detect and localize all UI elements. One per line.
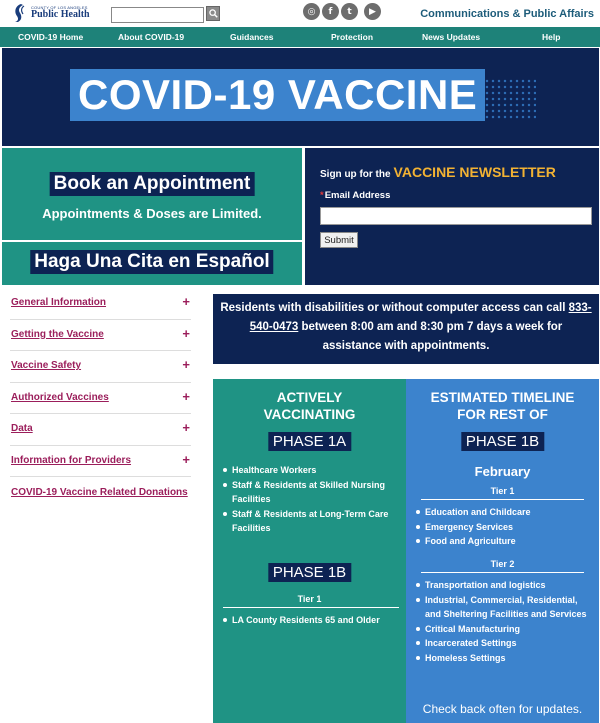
facebook-icon[interactable]: f: [322, 3, 339, 20]
logo-big-text: Public Health: [31, 9, 90, 20]
newsletter-heading: [320, 164, 556, 180]
phase-1a-label: PHASE 1A: [268, 432, 351, 451]
tier-divider: [223, 607, 399, 608]
donations-link[interactable]: COVID-19 Vaccine Related Donations: [11, 487, 188, 498]
hero-banner: [2, 48, 599, 146]
nav-protection[interactable]: Protection: [331, 32, 374, 42]
sidebar-item-providers[interactable]: [10, 446, 191, 478]
sidebar-item-label[interactable]: Information for Providers: [11, 454, 132, 466]
sidebar-item-data[interactable]: [10, 414, 191, 446]
check-back-note: Check back often for updates.: [422, 702, 583, 716]
email-label: [320, 190, 390, 201]
sidebar-item-getting-vaccine[interactable]: [10, 320, 191, 352]
sidebar-item-authorized-vaccines[interactable]: [10, 383, 191, 415]
sidebar-item-vaccine-safety[interactable]: [10, 351, 191, 383]
tier-2-label: Tier 2: [490, 559, 515, 569]
nav-guidances[interactable]: Guidances: [230, 32, 274, 42]
phone-link[interactable]: 833-540-0473: [249, 302, 592, 333]
nav-news-updates[interactable]: News Updates: [422, 32, 481, 42]
accessibility-notice: [213, 294, 599, 364]
youtube-icon[interactable]: ▶: [364, 3, 381, 20]
nav-covid-home[interactable]: COVID-19 Home: [18, 32, 84, 42]
notice-text-after: between 8:00 am and 8:30 pm 7 days a week for assistance with appointments.: [298, 321, 563, 352]
list-item: Healthcare Workers: [221, 463, 401, 478]
sidebar-menu: [10, 288, 191, 477]
list-item: Industrial, Commercial, Residential, and Sheltering Facilities and Services: [414, 593, 594, 622]
tier-2-list: [414, 578, 594, 665]
tier-divider: [421, 499, 584, 500]
expand-plus-icon[interactable]: +: [182, 294, 190, 309]
list-item: Incarcerated Settings: [414, 636, 594, 651]
list-item: Staff & Residents at Long-Term Care Facilities: [221, 507, 401, 536]
newsletter-prefix: Sign up for the: [320, 169, 391, 180]
county-seal-icon: [12, 3, 28, 23]
list-item: LA County Residents 65 and Older: [221, 613, 401, 628]
sidebar-item-label[interactable]: Data: [11, 423, 33, 434]
communications-link[interactable]: Communications & Public Affairs: [420, 8, 594, 20]
spanish-appointment-panel[interactable]: [2, 242, 302, 285]
tier-1-label: Tier 1: [490, 486, 515, 496]
phase-1a-list: [221, 463, 401, 536]
expand-plus-icon[interactable]: +: [182, 388, 190, 404]
book-appointment-panel[interactable]: [2, 148, 302, 240]
tier-divider: [421, 572, 584, 573]
expand-plus-icon[interactable]: +: [182, 357, 190, 372]
sidebar-item-label[interactable]: Getting the Vaccine: [11, 328, 104, 340]
actively-vaccinating-column: [213, 379, 406, 723]
public-health-logo[interactable]: [12, 2, 94, 24]
newsletter-signup: [305, 148, 599, 285]
list-item: Critical Manufacturing: [414, 622, 594, 637]
nav-about-covid[interactable]: About COVID-19: [118, 32, 185, 42]
hero-title: COVID-19 VACCINE: [70, 69, 485, 121]
notice-text-before: Residents with disabilities or without computer access can call: [220, 302, 569, 314]
phase-1b-label: PHASE 1B: [268, 563, 351, 582]
list-item: Homeless Settings: [414, 651, 594, 666]
list-item: Emergency Services: [414, 520, 594, 535]
twitter-icon[interactable]: t: [341, 3, 358, 20]
book-appointment-title[interactable]: Book an Appointment: [50, 172, 255, 196]
nav-help[interactable]: Help: [542, 32, 561, 42]
search-button[interactable]: [206, 6, 220, 21]
email-label-text: Email Address: [324, 190, 391, 201]
sidebar-item-label[interactable]: Authorized Vaccines: [11, 391, 109, 403]
estimated-timeline-column: [406, 379, 599, 723]
search-icon: [209, 9, 218, 18]
phase-1b-label: PHASE 1B: [461, 432, 544, 451]
expand-plus-icon[interactable]: +: [182, 420, 190, 435]
top-bar: [0, 0, 600, 27]
tier-1-label: Tier 1: [297, 594, 322, 604]
tier-1-list: [414, 505, 594, 549]
sidebar-item-label[interactable]: General Information: [11, 297, 107, 308]
column-title-line1: ACTIVELY: [276, 390, 343, 405]
list-item: Transportation and logistics: [414, 578, 594, 593]
column-title-line2: FOR REST OF: [457, 407, 548, 422]
appointment-limited-note: Appointments & Doses are Limited.: [42, 206, 262, 221]
instagram-icon[interactable]: ◎: [303, 3, 320, 20]
newsletter-accent: VACCINE NEWSLETTER: [393, 164, 556, 180]
logo-small-text: COUNTY OF LOS ANGELES: [31, 5, 88, 10]
search-input[interactable]: [111, 7, 204, 23]
required-marker: *: [320, 190, 324, 201]
expand-plus-icon[interactable]: +: [182, 325, 190, 341]
spanish-appointment-title[interactable]: Haga Una Cita en Español: [30, 250, 273, 274]
sidebar-item-label[interactable]: Vaccine Safety: [11, 360, 82, 371]
email-field[interactable]: [320, 207, 592, 225]
phase-1b-list: [221, 613, 401, 628]
expand-plus-icon[interactable]: +: [182, 451, 190, 467]
column-title-line1: ESTIMATED TIMELINE: [430, 390, 575, 405]
list-item: Food and Agriculture: [414, 534, 594, 549]
month-label: February: [474, 464, 531, 479]
main-nav: [0, 27, 600, 47]
sidebar-item-general-information[interactable]: [10, 288, 191, 320]
submit-button[interactable]: Submit: [320, 232, 358, 248]
list-item: Staff & Residents at Skilled Nursing Facilities: [221, 478, 401, 507]
column-title-line2: VACCINATING: [263, 407, 356, 422]
list-item: Education and Childcare: [414, 505, 594, 520]
dot-pattern-decoration: [484, 78, 536, 120]
